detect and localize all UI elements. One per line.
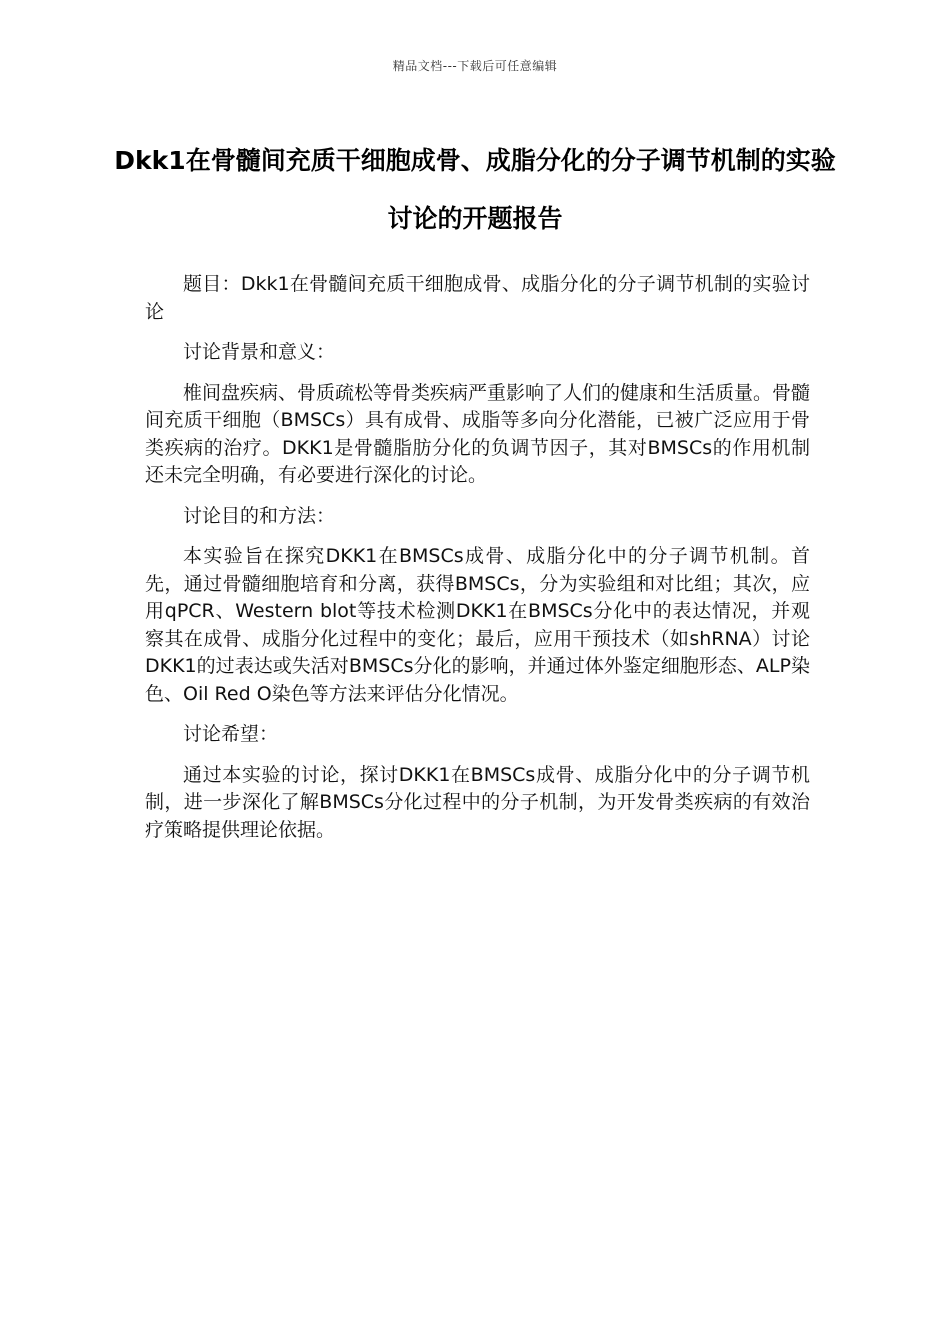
section-heading-expectation: 讨论希望：: [183, 723, 279, 745]
expectation-paragraph: 通过本实验的讨论，探讨DKK1在BMSCs成骨、成脂分化中的分子调节机制，进一步深化了解BMSCs分化过程中的分子机制，为开发骨类疾病的有效治疗策略提供理论依据。: [145, 763, 810, 841]
topic-paragraph: 题目：Dkk1在骨髓间充质干细胞成骨、成脂分化的分子调节机制的实验讨论: [145, 273, 810, 323]
document-body: [145, 271, 810, 857]
background-paragraph: 椎间盘疾病、骨质疏松等骨类疾病严重影响了人们的健康和生活质量。骨髓间充质干细胞（BMSCs）具有成骨、成脂等多向分化潜能，已被广泛应用于骨类疾病的治疗。DKK1是骨髓脂肪分化的负调节因子，其对BMSCs的作用机制还未完全明确，有必要进行深化的讨论。: [145, 381, 811, 486]
document-title: Dkk1在骨髓间充质干细胞成骨、成脂分化的分子调节机制的实验讨论的开题报告: [114, 146, 836, 233]
methods-paragraph: 本实验旨在探究DKK1在BMSCs成骨、成脂分化中的分子调节机制。首先，通过骨髓细胞培育和分离，获得BMSCs，分为实验组和对比组；其次，应用qPCR、Western blot等技术检测DKK1在BMSCs分化中的表达情况，并观察其在成骨、成脂分化过程中的变化；最后，应用干预技术（如shRNA）讨论DKK1的过表达或失活对BMSCs分化的影响，并通过体外鉴定细胞形态、ALP染色、Oil Red O染色等方法来评估分化情况。: [145, 545, 810, 705]
section-heading-background: 讨论背景和意义：: [183, 341, 336, 363]
section-heading-methods: 讨论目的和方法：: [183, 504, 336, 527]
header-note: 精品文档---下载后可任意编辑: [392, 59, 558, 73]
